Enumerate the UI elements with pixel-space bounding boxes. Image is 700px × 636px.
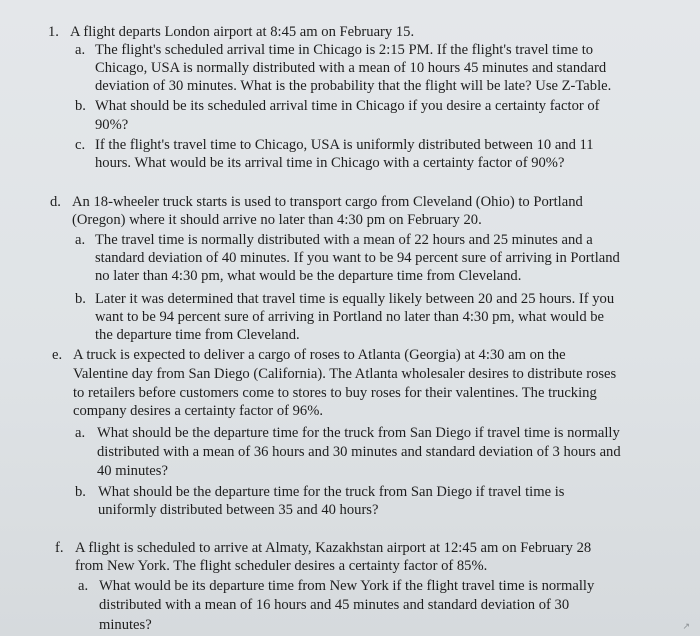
qd-part-a-line: standard deviation of 40 minutes. If you want to be 94 percent sure of arriving in Portland [95, 250, 620, 266]
question-marker: e. [52, 347, 63, 363]
q1-part-b-line: What should be its scheduled arrival time in Chicago if you desire a certainty factor of [95, 98, 600, 114]
q1-part-c-line: hours. What would be its arrival time in Chicago with a certainty factor of 90%? [95, 155, 565, 171]
question-e-stem: to retailers before customers come to stores to buy roses for their valentines. The trucking [73, 385, 597, 401]
qd-part-b-line: want to be 94 percent sure of arriving in Portland no later than 4:30 pm, what would be [95, 309, 605, 325]
question-d-stem: (Oregon) where it should arrive no later than 4:30 pm on February 20. [72, 212, 482, 228]
part-marker: b. [75, 98, 86, 114]
part-marker: b. [75, 484, 86, 500]
qf-part-a-line: minutes? [99, 617, 152, 633]
q1-part-c-line: If the flight's travel time to Chicago, USA is uniformly distributed between 10 and 11 [95, 137, 594, 153]
question-marker: f. [55, 540, 64, 556]
question-f-stem: from New York. The flight scheduler desires a certainty factor of 85%. [75, 558, 488, 574]
part-marker: a. [75, 232, 86, 248]
question-marker: d. [50, 194, 61, 210]
qd-part-b-line: Later it was determined that travel time is equally likely between 20 and 25 hours. If you [95, 291, 615, 307]
qd-part-a-line: The travel time is normally distributed with a mean of 22 hours and 25 minutes and a [95, 232, 593, 248]
part-marker: a. [75, 42, 86, 58]
part-marker: a. [75, 425, 86, 441]
qf-part-a-line: distributed with a mean of 16 hours and 45 minutes and standard deviation of 30 [99, 597, 570, 613]
qe-part-b-line: What should be the departure time for the truck from San Diego if travel time is [98, 484, 565, 500]
q1-part-a-line: The flight's scheduled arrival time in Chicago is 2:15 PM. If the flight's travel time to [95, 42, 594, 58]
question-1-stem: A flight departs London airport at 8:45 am on February 15. [70, 24, 415, 40]
corner-mark-icon: ↗ [682, 622, 690, 632]
q1-part-a-line: deviation of 30 minutes. What is the probability that the flight will be late? Use Z-Table. [95, 78, 612, 94]
question-f-stem: A flight is scheduled to arrive at Almaty, Kazakhstan airport at 12:45 am on February 28 [75, 540, 592, 556]
q1-part-a-line: Chicago, USA is normally distributed with a mean of 10 hours 45 minutes and standard [95, 60, 607, 76]
qe-part-a-line: 40 minutes? [97, 463, 168, 479]
question-d-stem: An 18-wheeler truck starts is used to transport cargo from Cleveland (Ohio) to Portland [72, 194, 583, 210]
qe-part-b-line: uniformly distributed between 35 and 40 hours? [98, 502, 379, 518]
qd-part-a-line: no later than 4:30 pm, what would be the departure time from Cleveland. [95, 268, 522, 284]
qe-part-a-line: What should be the departure time for the truck from San Diego if travel time is normally [97, 425, 620, 441]
question-e-stem: company desires a certainty factor of 96%. [73, 403, 324, 419]
qe-part-a-line: distributed with a mean of 36 hours and 30 minutes and standard deviation of 3 hours and [97, 444, 621, 460]
qd-part-b-line: the departure time from Cleveland. [95, 327, 300, 343]
question-e-stem: A truck is expected to deliver a cargo of roses to Atlanta (Georgia) at 4:30 am on the [73, 347, 566, 363]
qf-part-a-line: What would be its departure time from New York if the flight travel time is normally [99, 578, 595, 594]
part-marker: b. [75, 291, 86, 307]
question-number: 1. [48, 24, 59, 40]
q1-part-b-line: 90%? [95, 117, 129, 133]
question-e-stem: Valentine day from San Diego (California). The Atlanta wholesaler desires to distribute roses [73, 366, 617, 382]
part-marker: a. [78, 578, 89, 594]
part-marker: c. [75, 137, 86, 153]
